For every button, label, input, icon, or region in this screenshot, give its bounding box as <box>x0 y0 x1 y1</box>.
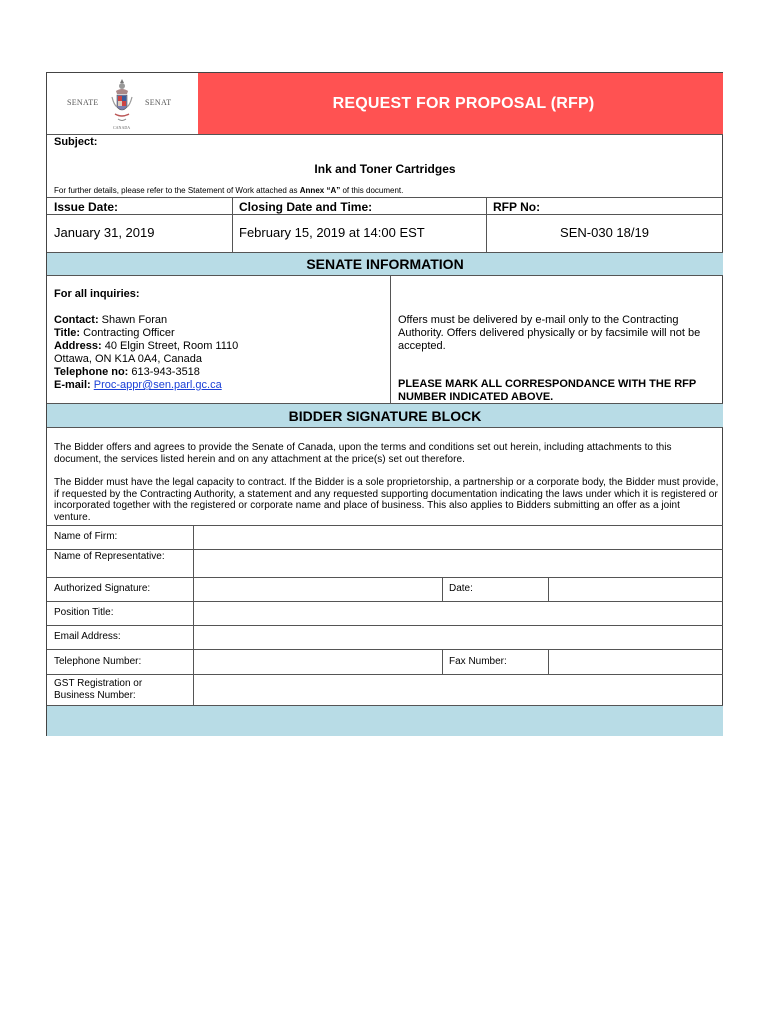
senate-info-heading: SENATE INFORMATION <box>47 253 723 275</box>
bidder-signature-heading: BIDDER SIGNATURE BLOCK <box>47 404 723 427</box>
subject-label: Subject: <box>54 136 98 148</box>
mark-correspondence-text: PLEASE MARK ALL CORRESPONDANCE WITH THE RFP NUMBER INDICATED ABOVE. <box>398 378 697 403</box>
contact-email-link[interactable]: Proc-appr@sen.parl.gc.ca <box>93 379 222 391</box>
closing-date-value: February 15, 2019 at 14:00 EST <box>239 225 425 240</box>
authorized-signature-label: Authorized Signature: <box>54 583 151 594</box>
bidder-paragraph-1: The Bidder offers and agrees to provide the Senate of Canada, upon the terms and conditions set out herein, including attachments to this document, the services listed herein and on any attachment at the price(s) set out therefore. <box>54 442 672 465</box>
email-address-field[interactable] <box>194 626 723 649</box>
closing-date-label: Closing Date and Time: <box>239 200 373 214</box>
offers-text: Offers must be delivered by e-mail only to the Contracting Authority. Offers delivered physically or by facsimile will not be accepted. <box>398 314 701 352</box>
name-of-firm-field[interactable] <box>194 526 723 549</box>
issue-date-value: January 31, 2019 <box>54 225 155 240</box>
logo-left-text: SENATE <box>67 98 99 107</box>
senate-logo <box>47 73 198 134</box>
title-banner <box>198 73 723 134</box>
name-of-representative-label: Name of Representative: <box>54 551 165 562</box>
logo-bottom-text: CANADA <box>113 125 131 130</box>
coat-of-arms-icon <box>109 77 135 127</box>
position-title-label: Position Title: <box>54 607 114 618</box>
gst-registration-label: GST Registration or Business Number: <box>54 678 143 701</box>
authorized-signature-field[interactable] <box>194 578 442 601</box>
position-title-field[interactable] <box>194 602 723 625</box>
bidder-paragraph-2: The Bidder must have the legal capacity to contract. If the Bidder is a sole proprietorship, a partnership or a corporate body, the Bidder must provide, if requested by the Contracting Authority, a statement and any requested supporting documentation indicating the laws under which it is registered or incorporated together with the registered or corporate name and place of business. This also applies to Bidders submitting an offer as a joint venture. <box>54 477 719 523</box>
subject-note: For further details, please refer to the Statement of Work attached as Annex “A” of this document. <box>54 186 404 195</box>
date-label: Date: <box>449 583 473 594</box>
page-title: REQUEST FOR PROPOSAL (RFP) <box>332 94 595 112</box>
inquiries-label: For all inquiries: <box>54 288 140 300</box>
footer-band <box>47 706 723 736</box>
fax-number-label: Fax Number: <box>449 656 507 667</box>
rfp-form <box>46 72 723 736</box>
subject-value: Ink and Toner Cartridges <box>314 162 456 176</box>
gst-registration-field[interactable] <box>194 675 723 705</box>
rfp-number-value: SEN-030 18/19 <box>560 225 649 240</box>
date-field[interactable] <box>549 578 723 601</box>
name-of-representative-field[interactable] <box>194 550 723 577</box>
fax-number-field[interactable] <box>549 650 723 674</box>
email-address-label: Email Address: <box>54 631 121 642</box>
rfp-number-label: RFP No: <box>493 200 541 214</box>
telephone-number-label: Telephone Number: <box>54 656 142 667</box>
issue-date-label: Issue Date: <box>54 200 119 214</box>
logo-right-text: SENAT <box>145 98 172 107</box>
name-of-firm-label: Name of Firm: <box>54 531 118 542</box>
telephone-number-field[interactable] <box>194 650 442 674</box>
contact-block: Contact: Shawn Foran Title: Contracting Officer Address: 40 Elgin Street, Room 1110 Ottawa, ON K1A 0A4, Canada Telephone no: 613-943-3518 E-mail: Proc-appr@sen.parl.gc.ca <box>54 314 239 391</box>
